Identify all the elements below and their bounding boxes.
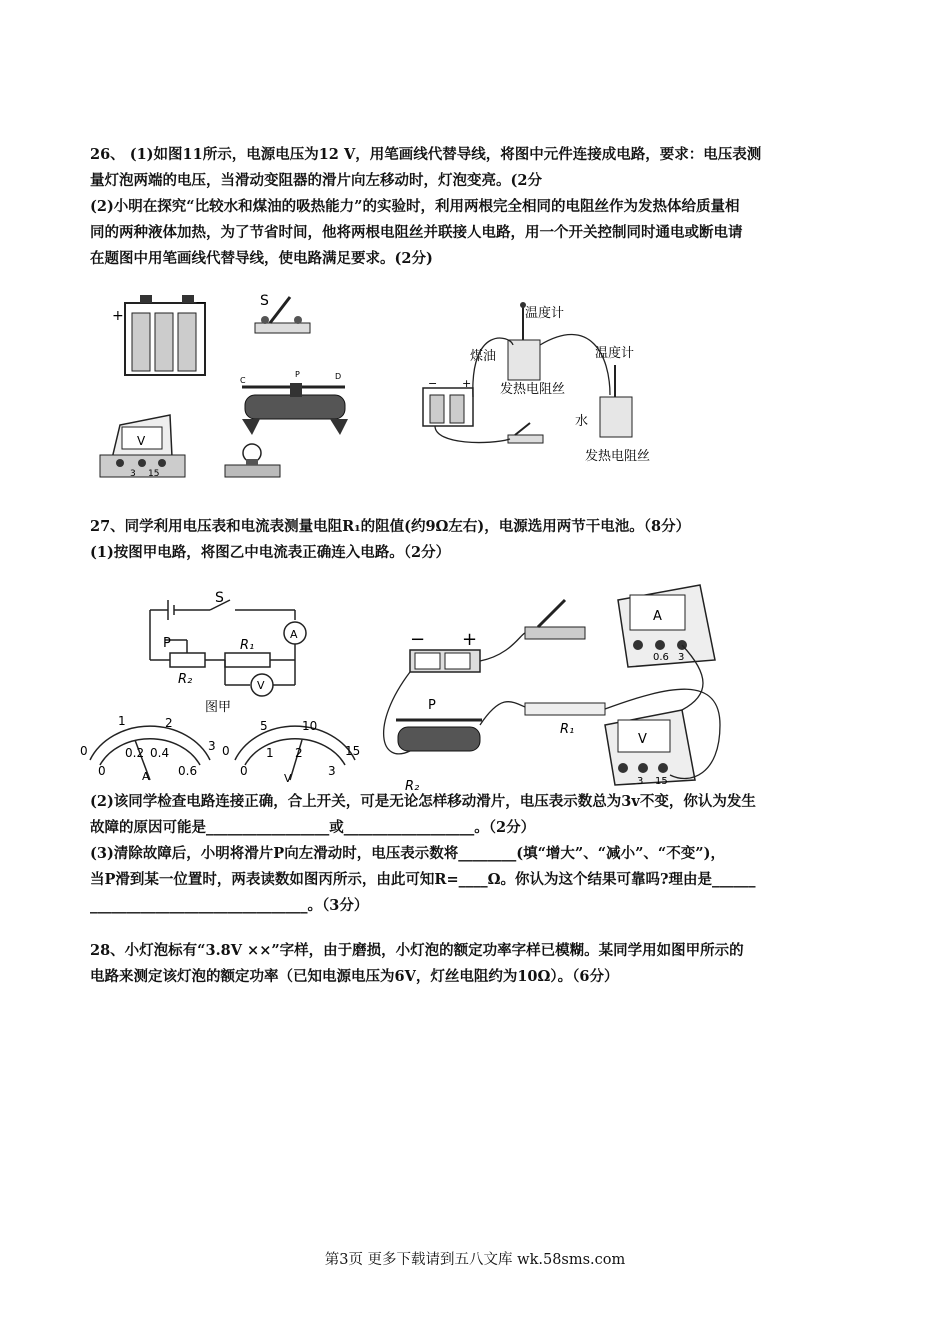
q27-line2: (1)按图甲电路，将图乙中电流表正确连入电路。（2分） bbox=[90, 544, 451, 561]
ammeter-dial-label: A bbox=[142, 770, 150, 783]
q26-line2: 量灯泡两端的电压，当滑动变阻器的滑片向左移动时，灯泡变亮。(2分 bbox=[90, 172, 542, 189]
voltmeter-term-15: 15 bbox=[148, 469, 160, 479]
water-label: 水 bbox=[575, 414, 589, 429]
voltmeter-bot-3: 3 bbox=[328, 764, 336, 778]
schematic-ammeter: A bbox=[290, 628, 298, 641]
battery-pack-icon bbox=[112, 295, 207, 375]
question-27-intro bbox=[90, 514, 870, 566]
rheostat-p: P bbox=[295, 370, 300, 379]
q26-line4: 同的两种液体加热，为了节省时间，他将两根电阻丝并联接人电路，用一个开关控制同时通电或断电请 bbox=[90, 224, 743, 241]
ammeter-end-0: 0 bbox=[80, 744, 88, 758]
real-voltmeter-label: V bbox=[638, 732, 647, 747]
real-circuit bbox=[384, 585, 720, 794]
voltmeter-v-label: V bbox=[137, 434, 146, 448]
real-slider-p: P bbox=[428, 698, 436, 713]
real-voltmeter-3: 3 bbox=[637, 776, 644, 787]
switch-icon bbox=[255, 293, 310, 333]
q27-line7: ______________________________。（3分） bbox=[90, 897, 369, 914]
real-r1: R₁ bbox=[560, 722, 575, 737]
battery-plus-label: + bbox=[112, 308, 124, 324]
page-footer: 第3页 更多下载请到五八文库 wk.58sms.com bbox=[324, 1252, 626, 1268]
ammeter-bot-0: 0 bbox=[98, 764, 106, 778]
real-r2: R₂ bbox=[405, 779, 420, 794]
ammeter-bot-02: 0.2 bbox=[125, 746, 145, 760]
voltmeter-dial-label: V bbox=[284, 772, 292, 785]
real-battery-minus: − bbox=[410, 629, 426, 650]
rheostat-d: D bbox=[335, 372, 342, 381]
rheostat-c: C bbox=[240, 376, 246, 385]
real-battery-plus: + bbox=[462, 629, 478, 650]
real-ammeter-label: A bbox=[653, 609, 662, 624]
schematic-voltmeter: V bbox=[257, 679, 265, 692]
question-26 bbox=[90, 142, 870, 272]
thermometer2-label: 温度计 bbox=[595, 346, 635, 361]
voltmeter-term-3: 3 bbox=[130, 469, 136, 479]
schematic-r2: R₂ bbox=[178, 672, 193, 687]
q28-line1: 28、小灯泡标有“3.8V ××”字样，由于磨损，小灯泡的额定功率字样已模糊。某同学用如图甲所示的 bbox=[90, 942, 744, 959]
voltmeter-icon bbox=[100, 415, 185, 479]
bulb-icon bbox=[225, 444, 280, 477]
caption-jia: 图甲 bbox=[205, 700, 232, 715]
ammeter-top-2: 2 bbox=[165, 716, 173, 730]
question-27-parts bbox=[90, 789, 870, 919]
q27-line5: (3)清除故障后，小明将滑片P向左滑动时，电压表示数将________(填“增大”、“减小”、“不变”)， bbox=[90, 845, 725, 862]
voltmeter-bot-0: 0 bbox=[240, 764, 248, 778]
q26-line3: (2)小明在探究“比较水和煤油的吸热能力”的实验时，利用两根完全相同的电阻丝作为发热体给质量相 bbox=[90, 198, 740, 215]
voltmeter-bot-2: 2 bbox=[295, 746, 303, 760]
ammeter-end-3: 3 bbox=[208, 739, 216, 753]
ammeter-bot-06: 0.6 bbox=[178, 764, 198, 778]
figure-26 bbox=[90, 285, 690, 495]
rheostat-icon bbox=[240, 370, 348, 435]
heater2-label: 发热电阻丝 bbox=[585, 449, 651, 464]
schematic-jia bbox=[150, 600, 306, 696]
switch-s-label: S bbox=[260, 293, 269, 309]
heater1-label: 发热电阻丝 bbox=[500, 382, 566, 397]
ammeter-bot-04: 0.4 bbox=[150, 746, 170, 760]
real-ammeter-3: 3 bbox=[678, 652, 685, 663]
question-28 bbox=[90, 938, 870, 990]
voltmeter-end-15: 15 bbox=[345, 744, 361, 758]
heater-battery-minus: − bbox=[428, 377, 438, 390]
q28-line2: 电路来测定该灯泡的额定功率（已知电源电压为6V，灯丝电阻约为10Ω）。（6分） bbox=[90, 968, 619, 985]
voltmeter-end-0: 0 bbox=[222, 744, 230, 758]
real-ammeter-06: 0.6 bbox=[653, 652, 669, 663]
voltmeter-top-10: 10 bbox=[302, 719, 318, 733]
schematic-switch-s: S bbox=[215, 590, 224, 606]
heater-setup bbox=[423, 302, 650, 464]
q27-line6: 当P滑到某一位置时，两表读数如图丙所示，由此可知R=____Ω。你认为这个结果可靠吗?理由是______ bbox=[90, 871, 756, 888]
heater-battery-plus: + bbox=[462, 377, 472, 390]
q27-line1: 27、同学利用电压表和电流表测量电阻R₁的阻值(约9Ω左右)，电源选用两节干电池。（8分） bbox=[90, 518, 691, 535]
q26-line1: 26、 (1)如图11所示，电源电压为12 V，用笔画线代替导线，将图中元件连接成电路，要求：电压表测 bbox=[90, 146, 762, 163]
schematic-slider-p: P bbox=[163, 636, 171, 651]
battery-minus-label: − bbox=[195, 295, 207, 311]
q26-line5: 在题图中用笔画线代替导线，使电路满足要求。(2分) bbox=[90, 250, 433, 267]
kerosene-label: 煤油 bbox=[470, 349, 497, 364]
schematic-r1: R₁ bbox=[240, 638, 255, 653]
thermometer1-label: 温度计 bbox=[525, 306, 565, 321]
voltmeter-bot-1: 1 bbox=[266, 746, 274, 760]
ammeter-top-1: 1 bbox=[118, 714, 126, 728]
figure-27 bbox=[70, 575, 870, 795]
real-voltmeter-15: 15 bbox=[655, 776, 668, 787]
q27-line4: 故障的原因可能是_________________或__________________。（2分） bbox=[90, 819, 536, 836]
q27-line3: (2)该同学检查电路连接正确，合上开关，可是无论怎样移动滑片，电压表示数总为3v不变，你认为发生 bbox=[90, 793, 756, 810]
voltmeter-top-5: 5 bbox=[260, 719, 268, 733]
